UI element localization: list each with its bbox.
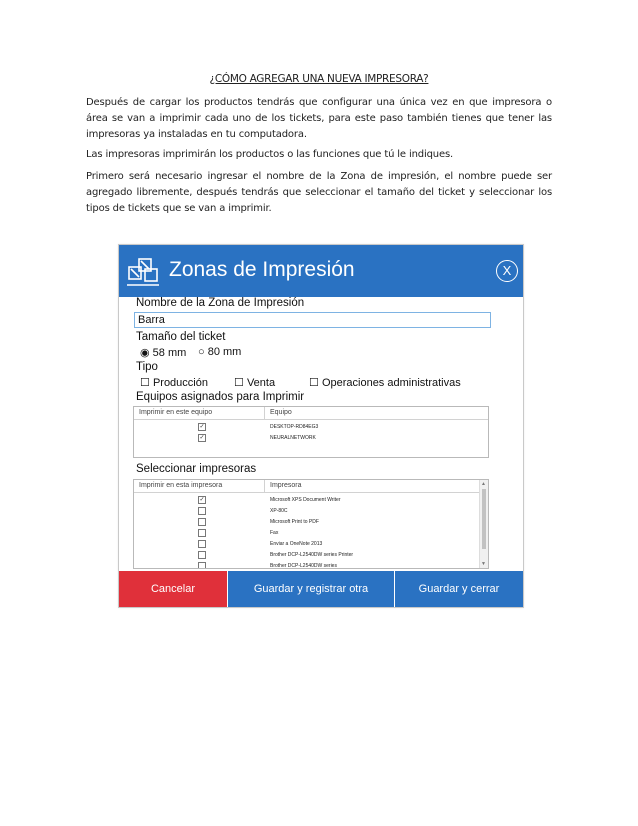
equipment-grid — [133, 406, 489, 458]
equipment-checkbox[interactable]: ✓ — [199, 424, 205, 430]
column-printer: Impresora — [270, 482, 302, 489]
dialog-title: Zonas de Impresión — [169, 258, 355, 281]
save-and-close-button[interactable]: Guardar y cerrar — [395, 571, 523, 607]
radio-selected-icon: ◉ — [140, 347, 150, 359]
close-icon[interactable]: X — [496, 260, 518, 282]
printer-checkbox[interactable] — [198, 518, 206, 526]
printer-zone-icon — [125, 253, 161, 289]
type-admin-label: Operaciones administrativas — [321, 377, 461, 389]
ticket-size-label: Tamaño del ticket — [136, 331, 226, 343]
type-sale-label: Venta — [246, 377, 276, 389]
printer-name: Fax — [270, 530, 279, 536]
checkbox-admin[interactable] — [309, 376, 461, 389]
checkbox-icon: ☐ — [309, 377, 319, 389]
scroll-thumb[interactable] — [482, 489, 486, 549]
equipment-grid-header — [134, 407, 488, 420]
printer-checkbox[interactable] — [198, 540, 206, 548]
cancel-button[interactable]: Cancelar — [119, 571, 227, 607]
printer-checkbox[interactable] — [198, 507, 206, 515]
equipment-label: Equipos asignados para Imprimir — [136, 391, 305, 403]
column-print-on-equipment: Imprimir en este equipo — [139, 409, 213, 416]
radio-80mm[interactable] — [198, 346, 241, 358]
printer-checkbox[interactable]: ✓ — [199, 497, 205, 503]
save-and-register-button[interactable]: Guardar y registrar otra impresora — [228, 571, 394, 607]
type-label: Tipo — [136, 361, 158, 373]
radio-58mm[interactable] — [140, 346, 186, 359]
checkbox-icon: ☐ — [140, 377, 150, 389]
printer-name: Microsoft Print to PDF — [270, 519, 319, 525]
printer-checkbox[interactable] — [198, 562, 206, 569]
dialog-header — [119, 245, 523, 297]
paragraph-intro: Después de cargar los productos tendrás que configurar una única vez en que impresora o área se van a imprimir cada uno de los tickets, para este paso también tienes que tener las impresoras ya instaladas en tu computadora. — [86, 97, 552, 140]
equipment-checkbox[interactable]: ✓ — [199, 435, 205, 441]
print-zones-dialog — [118, 244, 524, 631]
printers-grid-header — [134, 480, 488, 493]
printer-name: Brother DCP-L2540DW series — [270, 563, 337, 569]
scroll-up-icon[interactable]: ▲ — [481, 481, 486, 487]
column-print-on-printer: Imprimir en esta impresora — [139, 482, 223, 489]
printer-name: Microsoft XPS Document Writer — [270, 497, 341, 503]
paragraph-printers: Las impresoras imprimirán los productos o las funciones que tú le indiques. — [86, 149, 454, 160]
printer-name: Brother DCP-L2540DW series Printer — [270, 552, 354, 558]
zone-name-input[interactable]: Barra — [134, 312, 491, 328]
type-production-label: Producción — [152, 377, 208, 389]
paragraph-steps: Primero será necesario ingresar el nombre de la Zona de impresión, el nombre puede ser agregado libremente, después tendrás que seleccionar el tamaño del ticket y seleccionar los tipos de tickets que se van a imprimir. — [86, 171, 552, 214]
zone-name-label: Nombre de la Zona de Impresión — [136, 297, 305, 309]
printers-scrollbar[interactable] — [479, 480, 488, 568]
checkbox-icon: ☐ — [234, 377, 244, 389]
printers-label: Seleccionar impresoras — [136, 463, 257, 475]
printer-name: Enviar a OneNote 2013 — [270, 541, 323, 547]
printer-name: XP-80C — [270, 508, 288, 514]
equipment-name: DESKTOP-RD84EG3 — [270, 424, 319, 430]
printer-checkbox[interactable] — [198, 529, 206, 537]
radio-58mm-label: 58 mm — [152, 347, 187, 359]
column-equipment: Equipo — [270, 409, 292, 416]
equipment-name: NEURALNETWORK — [270, 435, 316, 441]
checkbox-sale[interactable] — [234, 376, 275, 389]
document-title: ¿CÓMO AGREGAR UNA NUEVA IMPRESORA? — [209, 73, 429, 85]
printer-checkbox[interactable] — [198, 551, 206, 559]
radio-80mm-label: 80 mm — [207, 346, 242, 358]
scroll-down-icon[interactable]: ▼ — [481, 561, 486, 567]
checkbox-production[interactable] — [140, 376, 208, 389]
printers-grid — [133, 479, 489, 569]
radio-unselected-icon: ○ — [198, 346, 205, 358]
